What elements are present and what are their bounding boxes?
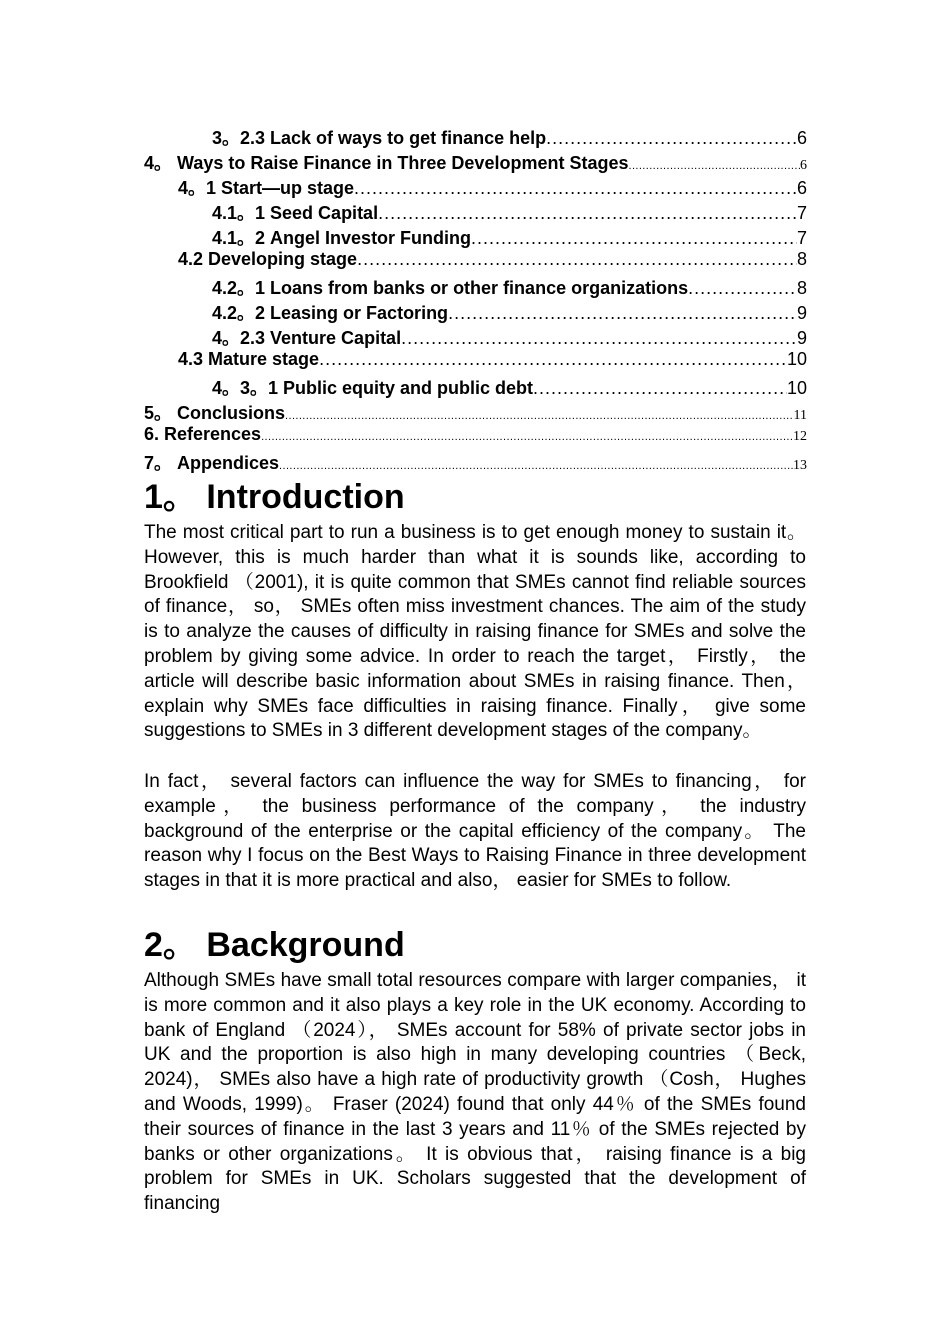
toc-leader-dots	[448, 303, 797, 324]
toc-entry-title: 7。 Appendices	[144, 453, 280, 473]
toc-entry-page-number: 6	[796, 128, 807, 148]
toc-entry-page-number: 10	[786, 378, 807, 398]
toc-entry-page-number: 9	[796, 303, 807, 323]
toc-entry[interactable]	[144, 399, 807, 424]
background-paragraph-1: Although SMEs have small total resources compare with larger companies， it is more common and it also plays a key role in the UK economy. According to bank of England （2024）， SMEs account for 58% of private sector jobs in UK and the proportion is also high in many developing countries （Beck, 2024)， SMEs also have a high rate of productivity growth （Cosh， Hughes and Woods, 1999)。 Fraser (2024) found that only 44％ of the SMEs found their sources of finance in the last 3 years and 11％ of the SMEs rejected by banks or other organizations。 It is obvious that， raising finance is a big problem for SMEs in UK. Scholars suggested that the development of financing	[144, 970, 806, 1215]
toc-entry[interactable]	[144, 324, 807, 349]
toc-leader-dots	[261, 431, 793, 443]
toc-entry[interactable]	[144, 124, 807, 149]
introduction-paragraph-2: In fact， several factors can influence the way for SMEs to financing， for example， the business performance of the company， the industry background of the enterprise or the capital efficiency of the company。 The reason why I focus on the Best Ways to Raising Finance in three development stages in that it is more practical and also， easier for SMEs to follow.	[144, 771, 806, 892]
toc-entry[interactable]	[144, 424, 807, 449]
section-heading-background: 2。 Background	[144, 926, 405, 964]
toc-entry-page-number: 13	[793, 458, 807, 473]
introduction-paragraph-1: The most critical part to run a business is to get enough money to sustain it。 However, this is much harder than what it is sounds like, according to Brookfield （2001), it is quite common that SMEs cannot find reliable sources of finance， so， SMEs often miss investment chances. The aim of the study is to analyze the causes of difficulty in raising finance for SMEs and solve the problem by giving some advice. In order to reach the target， Firstly， the article will describe basic information about SMEs in raising finance. Then， explain why SMEs face difficulties in raising finance. Finally， give some suggestions to SMEs in 3 different development stages of the company。	[144, 522, 806, 742]
toc-leader-dots	[688, 278, 797, 299]
toc-entry-title: 4。 Ways to Raise Finance in Three Development Stages	[144, 153, 629, 173]
toc-entry[interactable]	[144, 274, 807, 299]
toc-leader-dots	[401, 328, 797, 349]
toc-entry-title: 4.2。1 Loans from banks or other finance organizations	[212, 278, 689, 298]
toc-entry-title: 6. References	[144, 424, 262, 444]
toc-entry[interactable]	[144, 349, 807, 374]
toc-entry-title: 4。3。1 Public equity and public debt	[212, 378, 534, 398]
toc-entry-title: 4.3 Mature stage	[178, 349, 320, 369]
toc-entry-title: 4.1。2 Angel Investor Funding	[212, 228, 472, 248]
toc-entry-page-number: 8	[796, 249, 807, 269]
toc-entry-title: 4.1。1 Seed Capital	[212, 203, 379, 223]
table-of-contents	[144, 124, 807, 474]
toc-entry-page-number: 6	[800, 158, 807, 173]
toc-entry-page-number: 8	[796, 278, 807, 298]
toc-entry[interactable]	[144, 199, 807, 224]
toc-entry-page-number: 12	[793, 429, 807, 444]
toc-entry[interactable]	[144, 224, 807, 249]
toc-entry-title: 4。2.3 Venture Capital	[212, 328, 402, 348]
toc-leader-dots	[279, 460, 793, 472]
toc-entry-title: 4.2。2 Leasing or Factoring	[212, 303, 449, 323]
toc-leader-dots	[471, 228, 797, 249]
toc-entry[interactable]	[144, 374, 807, 399]
toc-entry-page-number: 11	[793, 408, 807, 423]
toc-entry-title: 3。2.3 Lack of ways to get finance help	[212, 128, 547, 148]
toc-entry-title: 4.2 Developing stage	[178, 249, 358, 269]
toc-entry[interactable]	[144, 149, 807, 174]
toc-leader-dots	[378, 203, 797, 224]
toc-entry[interactable]	[144, 449, 807, 474]
toc-entry[interactable]	[144, 249, 807, 274]
toc-entry-page-number: 10	[786, 349, 807, 369]
toc-entry-page-number: 9	[796, 328, 807, 348]
toc-entry[interactable]	[144, 174, 807, 199]
toc-leader-dots	[533, 378, 787, 399]
section-heading-introduction: 1。 Introduction	[144, 478, 405, 516]
toc-entry-page-number: 7	[796, 228, 807, 248]
toc-leader-dots	[354, 178, 797, 199]
toc-leader-dots	[628, 160, 800, 172]
toc-entry-title: 5。 Conclusions	[144, 403, 286, 423]
toc-leader-dots	[285, 410, 793, 422]
toc-entry-title: 4。1 Start—up stage	[178, 178, 355, 198]
toc-leader-dots	[357, 249, 797, 270]
toc-entry[interactable]	[144, 299, 807, 324]
toc-entry-page-number: 7	[796, 203, 807, 223]
toc-leader-dots	[546, 128, 797, 149]
toc-leader-dots	[319, 349, 787, 370]
toc-entry-page-number: 6	[796, 178, 807, 198]
